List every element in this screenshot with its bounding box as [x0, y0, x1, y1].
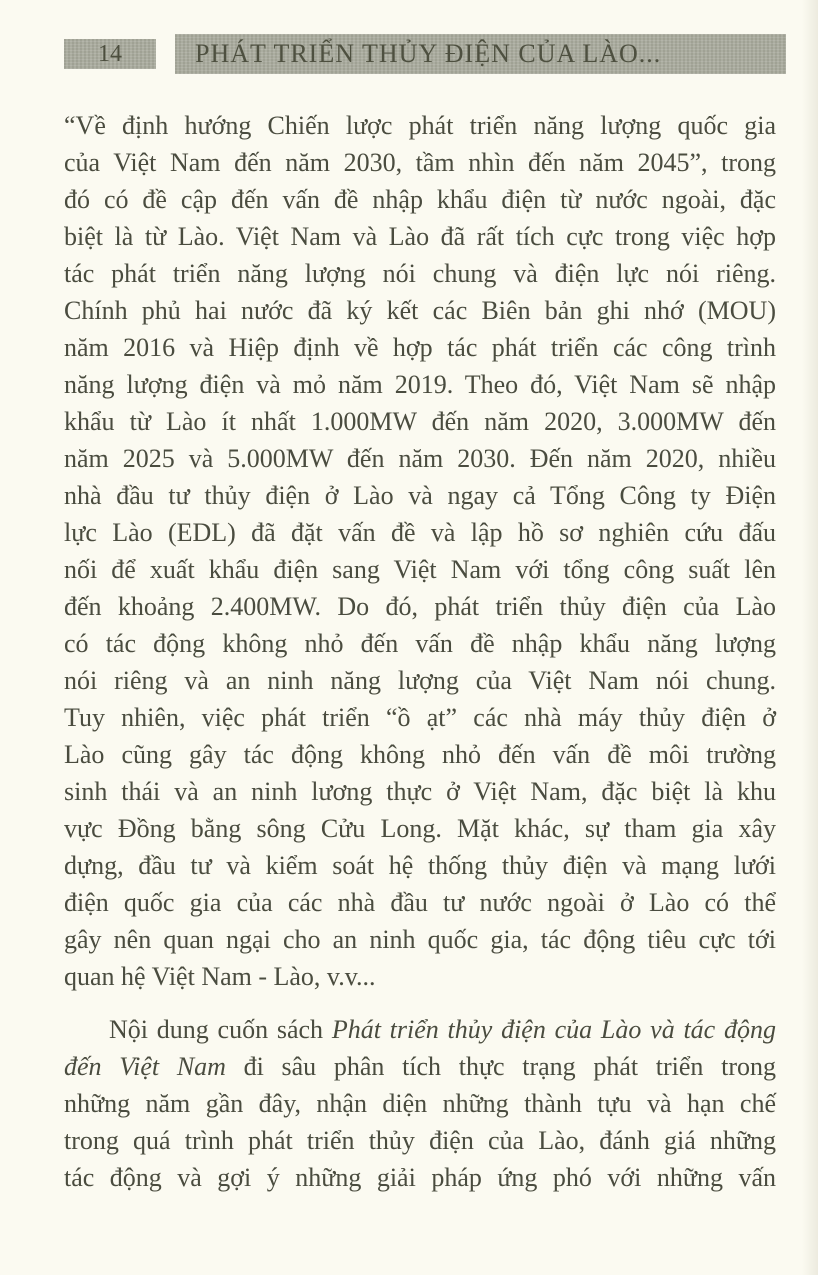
text-line: nhà đầu tư thủy điện ở Lào và ngay cả Tổng Công ty Điện — [64, 481, 776, 510]
text-line: khẩu từ Lào ít nhất 1.000MW đến năm 2020, 3.000MW đến — [64, 407, 776, 436]
text-run: Nội dung cuốn sách — [109, 1015, 332, 1044]
text-line: điện quốc gia của các nhà đầu tư nước ngoài ở Lào có thể — [64, 888, 776, 917]
text-line — [64, 1048, 776, 1085]
text-line: dựng, đầu tư và kiểm soát hệ thống thủy điện và mạng lưới — [64, 851, 776, 880]
text-line: gây nên quan ngại cho an ninh quốc gia, tác động tiêu cực tới — [64, 925, 776, 954]
page-number: 14 — [64, 39, 156, 69]
text-line: Chính phủ hai nước đã ký kết các Biên bản ghi nhớ (MOU) — [64, 296, 776, 325]
running-title: PHÁT TRIỂN THỦY ĐIỆN CỦA LÀO... — [175, 34, 786, 74]
paragraph-2-rest — [64, 1085, 776, 1196]
text-line: Lào cũng gây tác động không nhỏ đến vấn đề môi trường — [64, 740, 776, 769]
paragraph-2 — [64, 1011, 776, 1196]
text-line: năm 2016 và Hiệp định về hợp tác phát triển các công trình — [64, 333, 776, 362]
text-line: nối để xuất khẩu điện sang Việt Nam với tổng công suất lên — [64, 555, 776, 584]
book-title-italic: đến Việt Nam — [64, 1052, 226, 1081]
text-line: năm 2025 và 5.000MW đến năm 2030. Đến năm 2020, nhiều — [64, 444, 776, 473]
text-line: lực Lào (EDL) đã đặt vấn đề và lập hồ sơ nghiên cứu đấu — [64, 518, 776, 547]
page-header — [64, 34, 818, 74]
text-line: những năm gần đây, nhận diện những thành tựu và hạn chế — [64, 1089, 776, 1118]
book-title-italic: Phát triển thủy điện của Lào và tác động — [331, 1015, 776, 1044]
text-line: của Việt Nam đến năm 2030, tầm nhìn đến năm 2045”, trong — [64, 148, 776, 177]
text-line: “Về định hướng Chiến lược phát triển năng lượng quốc gia — [64, 111, 776, 140]
text-line: đến khoảng 2.400MW. Do đó, phát triển thủy điện của Lào — [64, 592, 776, 621]
text-run: đi sâu phân tích thực trạng phát triển trong — [225, 1052, 776, 1081]
text-line: tác phát triển năng lượng nói chung và điện lực nói riêng. — [64, 259, 776, 288]
body-text — [64, 107, 776, 1196]
text-line: Tuy nhiên, việc phát triển “ồ ạt” các nhà máy thủy điện ở — [64, 703, 776, 732]
text-line: có tác động không nhỏ đến vấn đề nhập khẩu năng lượng — [64, 629, 776, 658]
text-line: tác động và gợi ý những giải pháp ứng phó với những vấn — [64, 1163, 776, 1192]
text-line: đó có đề cập đến vấn đề nhập khẩu điện từ nước ngoài, đặc — [64, 185, 776, 214]
text-line: vực Đồng bằng sông Cửu Long. Mặt khác, sự tham gia xây — [64, 814, 776, 843]
text-line: trong quá trình phát triển thủy điện của Lào, đánh giá những — [64, 1126, 776, 1155]
text-line — [64, 1011, 776, 1048]
text-line: biệt là từ Lào. Việt Nam và Lào đã rất tích cực trong việc hợp — [64, 222, 776, 251]
text-line: nói riêng và an ninh năng lượng của Việt Nam nói chung. — [64, 666, 776, 695]
text-line: sinh thái và an ninh lương thực ở Việt Nam, đặc biệt là khu — [64, 777, 776, 806]
text-line: năng lượng điện và mỏ năm 2019. Theo đó, Việt Nam sẽ nhập — [64, 370, 776, 399]
paragraph-1 — [64, 107, 776, 995]
text-line: quan hệ Việt Nam - Lào, v.v... — [64, 962, 376, 991]
